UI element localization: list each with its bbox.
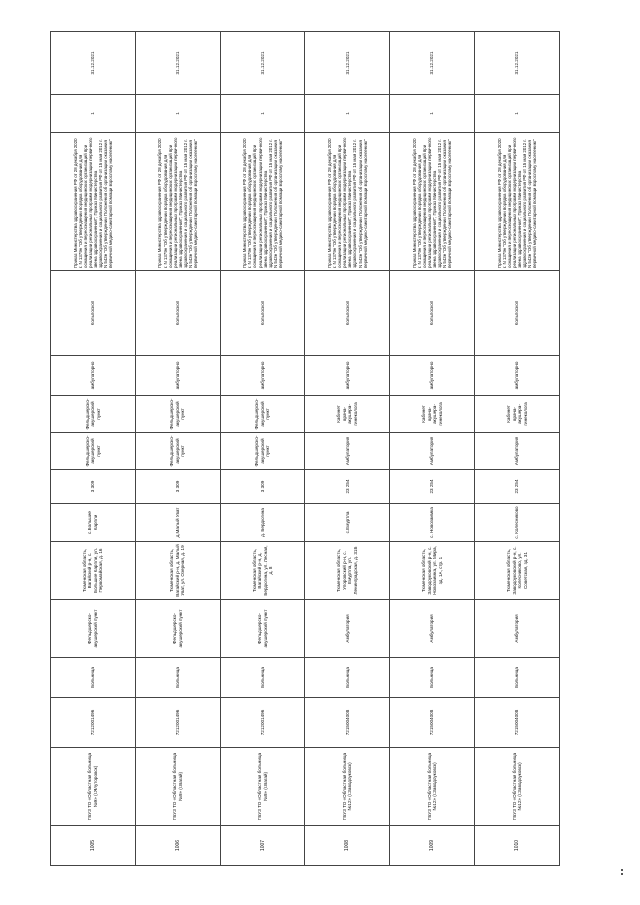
cell-locality: с.Большие Карпли	[51, 504, 136, 542]
cell-org-type: Больница	[305, 658, 390, 698]
table-row	[475, 32, 560, 866]
cell-date: 31.12.2021	[220, 32, 305, 95]
cell-care-form: амбулаторно	[390, 356, 475, 396]
cell-care-form: амбулаторно	[135, 356, 220, 396]
cell-inn: 7215004008	[305, 698, 390, 748]
cell-department: Фельдшерско-акушерский пункт	[51, 433, 136, 470]
cell-quantity: 1	[475, 95, 560, 133]
cell-organization: ГБУЗ ТО «Областная больница №9» (г.Ялуторовск)	[51, 748, 136, 826]
cell-organization: ГБУЗ ТО «Областная больница №9» (г.Вагай)	[220, 748, 305, 826]
cell-code: 3 309	[135, 470, 220, 504]
cell-quantity: 1	[51, 95, 136, 133]
cell-code: 23 254	[390, 470, 475, 504]
cell-cabinet: Фельдшерско-акушерский пункт	[51, 396, 136, 433]
cell-unit: Фельдшерско-акушерский пункт	[51, 600, 136, 658]
cell-org-type: Больница	[135, 658, 220, 698]
cell-inn: 7215004008	[475, 698, 560, 748]
cell-organization: ГБУЗ ТО «Областная больница №12» (г.Заводоуковск)	[475, 748, 560, 826]
table-row	[390, 32, 475, 866]
cell-organization: ГБУЗ ТО «Областная больница №12» (г.Заводоуковск)	[305, 748, 390, 826]
cell-equipment: Кольпоскоп	[220, 271, 305, 356]
cell-address: Тюменская область, Заводоуковский р-н, с. Новозаимка, ул. Мира, зд. 1А, стр. 1	[390, 542, 475, 600]
cell-unit: Амбулатория	[305, 600, 390, 658]
cell-organization: ГБУЗ ТО «Областная больница №12» (г.Заводоуковск)	[390, 748, 475, 826]
cell-org-type: Больница	[220, 658, 305, 698]
cell-equipment: Кольпоскоп	[135, 271, 220, 356]
cell-regulation: Приказ Министерства здравоохранения РФ от 28 декабря 2020 г. N 1379н "Об утверждении порядка оборудования для оснащения и переоснащения медицинских организаций при реализации региональных программ модернизации первичного звена здравоохранения"; Приказ Министерства здравоохранения и социального развития РФ от 15 мая 2012 г. N 543н "Об утверждении Положения об организации оказания первичной медико-санитарной помощи взрослому населению"	[305, 133, 390, 271]
cell-quantity: 1	[135, 95, 220, 133]
cell-code: 23 254	[475, 470, 560, 504]
equipment-table	[50, 31, 560, 866]
cell-row-number: 1007	[220, 826, 305, 866]
cell-code: 23 254	[305, 470, 390, 504]
table-row	[305, 32, 390, 866]
cell-care-form: амбулаторно	[51, 356, 136, 396]
cell-department: Фельдшерско-акушерский пункт	[220, 433, 305, 470]
cell-locality: д. Бердюгина	[220, 504, 305, 542]
cell-unit: Амбулатория	[390, 600, 475, 658]
cell-organization: ГБУЗ ТО «Областная больница №9» (г.Вагай)	[135, 748, 220, 826]
cell-department: Амбулатория	[305, 433, 390, 470]
cell-inn: 7215004008	[390, 698, 475, 748]
cell-locality: с. Новозаимка	[390, 504, 475, 542]
cell-code: 3 309	[51, 470, 136, 504]
cell-row-number: 1008	[305, 826, 390, 866]
cell-address: Тюменская область, Вагайский р-н, д. Малый Уват, ул. Озерная, д. 19	[135, 542, 220, 600]
cell-equipment: Кольпоскоп	[51, 271, 136, 356]
cell-care-form: амбулаторно	[475, 356, 560, 396]
cell-cabinet: Фельдшерско-акушерский пункт	[135, 396, 220, 433]
cell-date: 31.12.2021	[135, 32, 220, 95]
cell-regulation: Приказ Министерства здравоохранения РФ от 28 декабря 2020 г. N 1379н "Об утверждении порядка оборудования для оснащения и переоснащения медицинских организаций при реализации региональных программ модернизации первичного звена здравоохранения"; Приказ Министерства здравоохранения и социального развития РФ от 15 мая 2012 г. N 543н "Об утверждении Положения об организации оказания первичной медико-санитарной помощи взрослому населению"	[390, 133, 475, 271]
cell-unit: Амбулатория	[475, 600, 560, 658]
cell-locality: с.Емуртла	[305, 504, 390, 542]
table-row	[220, 32, 305, 866]
cell-address: Тюменская область, Заводоуковский р-н, с. Колесниково, ул. Советская, зд. 31	[475, 542, 560, 600]
cell-date: 31.12.2021	[305, 32, 390, 95]
cell-cabinet: Кабинет врача-акушера-гинеколога	[305, 396, 390, 433]
cell-regulation: Приказ Министерства здравоохранения РФ от 28 декабря 2020 г. N 1379н "Об утверждении порядка оборудования для оснащения и переоснащения медицинских организаций при реализации региональных программ модернизации первичного звена здравоохранения"; Приказ Министерства здравоохранения и социального развития РФ от 15 мая 2012 г. N 543н "Об утверждении Положения об организации оказания первичной медико-санитарной помощи взрослому населению"	[135, 133, 220, 271]
cell-org-type: Больница	[475, 658, 560, 698]
cell-date: 31.12.2021	[51, 32, 136, 95]
cell-date: 31.12.2021	[390, 32, 475, 95]
cell-regulation: Приказ Министерства здравоохранения РФ от 28 декабря 2020 г. N 1379н "Об утверждении порядка оборудования для оснащения и переоснащения медицинских организаций при реализации региональных программ модернизации первичного звена здравоохранения"; Приказ Министерства здравоохранения и социального развития РФ от 15 мая 2012 г. N 543н "Об утверждении Положения об организации оказания первичной медико-санитарной помощи взрослому населению"	[51, 133, 136, 271]
cell-care-form: амбулаторно	[305, 356, 390, 396]
cell-row-number: 1006	[135, 826, 220, 866]
cell-department: Амбулатория	[475, 433, 560, 470]
cell-equipment: Кольпоскоп	[475, 271, 560, 356]
cell-address: Тюменская область, Упоровский р-н, с. Емуртла, ул. Ленинградская, д. 31Б	[305, 542, 390, 600]
cell-inn: 7212001496	[135, 698, 220, 748]
cell-code: 3 309	[220, 470, 305, 504]
cell-equipment: Кольпоскоп	[390, 271, 475, 356]
cell-address: Тюменская область, Вагайский р-н, д. Бердюгина, ул. Лесная, д. 8	[220, 542, 305, 600]
cell-equipment: Кольпоскоп	[305, 271, 390, 356]
table-row	[51, 32, 136, 866]
cell-locality: с. Колесниково	[475, 504, 560, 542]
cell-locality: д.Малый Уват	[135, 504, 220, 542]
cell-row-number: 1010	[475, 826, 560, 866]
scan-mark	[621, 869, 624, 877]
cell-org-type: Больница	[390, 658, 475, 698]
cell-care-form: амбулаторно	[220, 356, 305, 396]
cell-inn: 7212001496	[51, 698, 136, 748]
cell-org-type: Больница	[51, 658, 136, 698]
cell-regulation: Приказ Министерства здравоохранения РФ от 28 декабря 2020 г. N 1379н "Об утверждении порядка оборудования для оснащения и переоснащения медицинских организаций при реализации региональных программ модернизации первичного звена здравоохранения"; Приказ Министерства здравоохранения и социального развития РФ от 15 мая 2012 г. N 543н "Об утверждении Положения об организации оказания первичной медико-санитарной помощи взрослому населению"	[475, 133, 560, 271]
cell-inn: 7212001496	[220, 698, 305, 748]
cell-row-number: 1005	[51, 826, 136, 866]
cell-quantity: 1	[220, 95, 305, 133]
cell-row-number: 1009	[390, 826, 475, 866]
rotated-table-wrapper	[50, 32, 560, 866]
cell-unit: Фельдшерско-акушерский пункт	[220, 600, 305, 658]
cell-cabinet: Фельдшерско-акушерский пункт	[220, 396, 305, 433]
table-row	[135, 32, 220, 866]
cell-cabinet: Кабинет врача-акушера-гинеколога	[390, 396, 475, 433]
cell-department: Амбулатория	[390, 433, 475, 470]
cell-address: Тюменская область, Вагайский р-н, с. Большие Карпли, ул. Первомайская, д. 16	[51, 542, 136, 600]
cell-quantity: 1	[305, 95, 390, 133]
cell-regulation: Приказ Министерства здравоохранения РФ от 28 декабря 2020 г. N 1379н "Об утверждении порядка оборудования для оснащения и переоснащения медицинских организаций при реализации региональных программ модернизации первичного звена здравоохранения"; Приказ Министерства здравоохранения и социального развития РФ от 15 мая 2012 г. N 543н "Об утверждении Положения об организации оказания первичной медико-санитарной помощи взрослому населению"	[220, 133, 305, 271]
cell-cabinet: Кабинет врача-акушера-гинеколога	[475, 396, 560, 433]
cell-unit: Фельдшерско-акушерский пункт	[135, 600, 220, 658]
cell-quantity: 1	[390, 95, 475, 133]
cell-department: Фельдшерско-акушерский пункт	[135, 433, 220, 470]
cell-date: 31.12.2021	[475, 32, 560, 95]
